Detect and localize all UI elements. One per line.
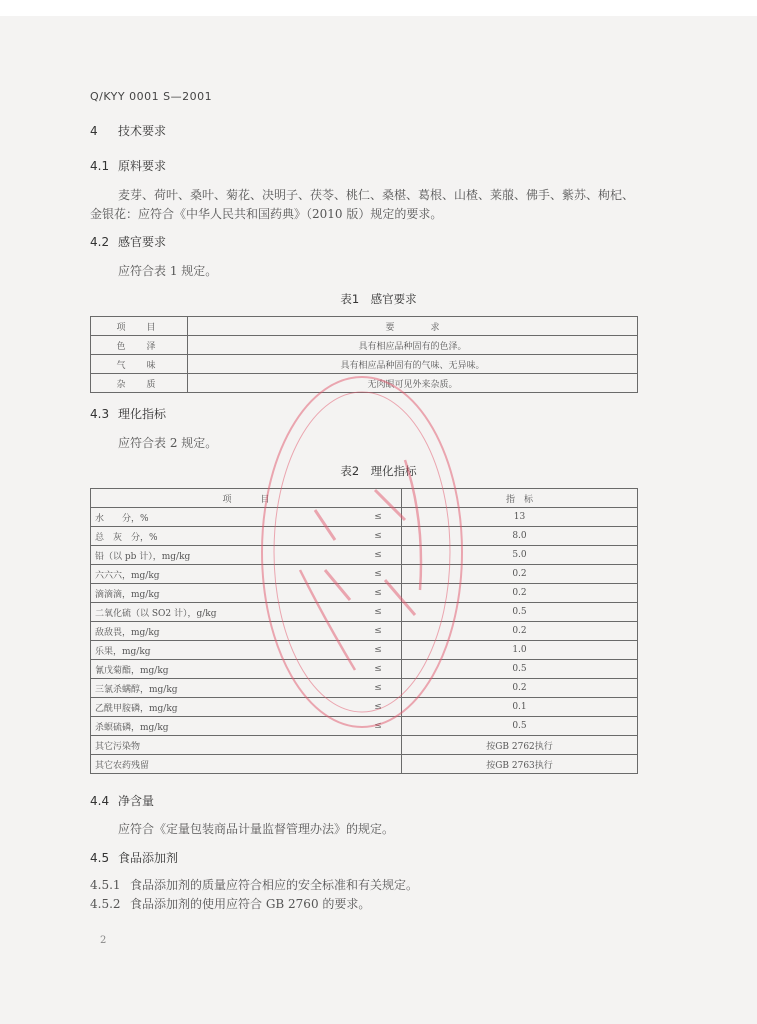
table-header-row xyxy=(91,489,638,508)
header-cell: 要 求 xyxy=(188,317,638,336)
value-cell: 按GB 2762执行 xyxy=(402,736,638,755)
value-cell: 0.5 xyxy=(402,603,638,622)
operator-cell xyxy=(355,736,402,755)
document-code: Q/KYY 0001 S—2001 xyxy=(90,90,213,103)
operator-cell: ≤ xyxy=(355,641,402,660)
list-item xyxy=(90,876,418,893)
operator-cell xyxy=(355,755,402,774)
value-cell: 1.0 xyxy=(402,641,638,660)
paragraph-line: 金银花：应符合《中华人民共和国药典》（2010 版）规定的要求。 xyxy=(90,207,443,221)
list-item xyxy=(90,895,370,912)
table-row xyxy=(91,622,638,641)
operator-cell: ≤ xyxy=(355,565,402,584)
table-row xyxy=(91,355,638,374)
paragraph-line: 应符合表 2 规定。 xyxy=(118,436,218,450)
item-cell: 杀螟硫磷，mg/kg xyxy=(91,717,356,736)
item-cell: 杂 质 xyxy=(91,374,188,393)
section-4-2-heading xyxy=(90,233,166,250)
operator-cell: ≤ xyxy=(355,679,402,698)
operator-cell: ≤ xyxy=(355,584,402,603)
section-title: 净含量 xyxy=(118,794,155,808)
table-row xyxy=(91,546,638,565)
section-title: 理化指标 xyxy=(118,407,167,421)
value-cell: 0.2 xyxy=(402,565,638,584)
section-title: 感官要求 xyxy=(118,235,167,249)
paragraph-line: 应符合表 1 规定。 xyxy=(118,264,218,278)
operator-cell: ≤ xyxy=(355,698,402,717)
paragraph-line: 应符合《定量包装商品计量监督管理办法》的规定。 xyxy=(118,822,395,836)
header-cell: 项 目 xyxy=(91,317,188,336)
item-cell: 乙酰甲胺磷，mg/kg xyxy=(91,698,356,717)
header-cell-blank xyxy=(355,489,402,508)
item-text: 食品添加剂的使用应符合 GB 2760 的要求。 xyxy=(130,897,371,911)
section-number: 4.4 xyxy=(90,794,110,808)
table-row xyxy=(91,508,638,527)
header-cell: 指 标 xyxy=(402,489,638,508)
value-cell: 13 xyxy=(402,508,638,527)
operator-cell: ≤ xyxy=(355,603,402,622)
page-number: 2 xyxy=(100,935,107,946)
section-number: 4.5 xyxy=(90,851,110,865)
item-cell: 滴滴滴，mg/kg xyxy=(91,584,356,603)
table-row xyxy=(91,736,638,755)
value-cell: 0.2 xyxy=(402,584,638,603)
requirement-cell: 具有相应品种固有的色泽。 xyxy=(188,336,638,355)
item-number: 4.5.2 xyxy=(90,897,121,911)
operator-cell: ≤ xyxy=(355,508,402,527)
item-cell: 其它农药残留 xyxy=(91,755,356,774)
paragraph-line: 麦芽、荷叶、桑叶、菊花、决明子、茯苓、桃仁、桑椹、葛根、山楂、莱菔、佛手、紫苏、枸杞、 xyxy=(118,188,635,202)
operator-cell: ≤ xyxy=(355,527,402,546)
operator-cell: ≤ xyxy=(355,660,402,679)
section-number: 4.3 xyxy=(90,407,110,421)
table-row xyxy=(91,374,638,393)
table-row xyxy=(91,584,638,603)
requirement-cell: 具有相应品种固有的气味、无异味。 xyxy=(188,355,638,374)
value-cell: 8.0 xyxy=(402,527,638,546)
section-number: 4 xyxy=(90,124,98,138)
item-cell: 乐果，mg/kg xyxy=(91,641,356,660)
table-row xyxy=(91,603,638,622)
requirement-cell: 无肉眼可见外来杂质。 xyxy=(188,374,638,393)
item-cell: 气 味 xyxy=(91,355,188,374)
item-cell: 水 分，% xyxy=(91,508,356,527)
item-cell: 色 泽 xyxy=(91,336,188,355)
section-4-4-heading xyxy=(90,792,154,809)
item-cell: 六六六，mg/kg xyxy=(91,565,356,584)
table-header-row xyxy=(91,317,638,336)
table-row xyxy=(91,336,638,355)
table-row xyxy=(91,641,638,660)
item-cell: 其它污染物 xyxy=(91,736,356,755)
operator-cell: ≤ xyxy=(355,546,402,565)
operator-cell: ≤ xyxy=(355,622,402,641)
section-4-heading xyxy=(90,122,166,139)
table-1-sensory xyxy=(90,316,638,393)
table-row xyxy=(91,565,638,584)
item-cell: 总 灰 分，% xyxy=(91,527,356,546)
item-cell: 铅（以 pb 计），mg/kg xyxy=(91,546,356,565)
value-cell: 0.5 xyxy=(402,660,638,679)
item-text: 食品添加剂的质量应符合相应的安全标准和有关规定。 xyxy=(130,878,419,892)
table-1-caption: 表1 感官要求 xyxy=(340,292,417,306)
section-title: 原料要求 xyxy=(118,159,167,173)
table-row xyxy=(91,698,638,717)
section-4-1-heading xyxy=(90,157,166,174)
table-row xyxy=(91,527,638,546)
value-cell: 0.5 xyxy=(402,717,638,736)
operator-cell: ≤ xyxy=(355,717,402,736)
table-row xyxy=(91,679,638,698)
section-title: 技术要求 xyxy=(118,124,167,138)
section-number: 4.2 xyxy=(90,235,110,249)
value-cell: 5.0 xyxy=(402,546,638,565)
value-cell: 0.2 xyxy=(402,622,638,641)
section-number: 4.1 xyxy=(90,159,110,173)
table-row xyxy=(91,717,638,736)
table-row xyxy=(91,660,638,679)
table-2-caption: 表2 理化指标 xyxy=(340,464,417,478)
section-title: 食品添加剂 xyxy=(118,851,179,865)
page-top-edge xyxy=(0,0,757,16)
item-cell: 敌敌畏，mg/kg xyxy=(91,622,356,641)
item-number: 4.5.1 xyxy=(90,878,121,892)
value-cell: 0.2 xyxy=(402,679,638,698)
value-cell: 0.1 xyxy=(402,698,638,717)
section-4-3-heading xyxy=(90,405,166,422)
item-cell: 二氧化硫（以 SO2 计），g/kg xyxy=(91,603,356,622)
table-2-physicochemical xyxy=(90,488,638,774)
section-4-5-heading xyxy=(90,849,178,866)
item-cell: 三氯杀螨醇，mg/kg xyxy=(91,679,356,698)
table-row xyxy=(91,755,638,774)
header-cell: 项 目 xyxy=(91,489,356,508)
item-cell: 氰戊菊酯，mg/kg xyxy=(91,660,356,679)
value-cell: 按GB 2763执行 xyxy=(402,755,638,774)
